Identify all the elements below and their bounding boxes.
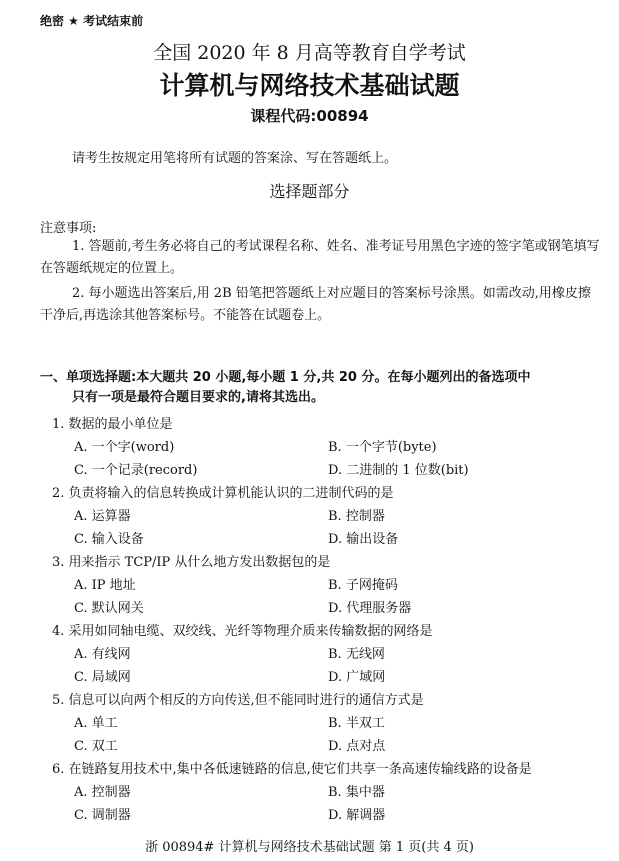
question-5-option-d: D. 点对点 [328,739,386,754]
question-4-option-d: D. 广域网 [328,670,386,685]
question-5-stem: 5. 信息可以向两个相反的方向传送,但不能同时进行的通信方式是 [52,693,424,708]
question-4-option-a: A. 有线网 [74,647,131,662]
part-one-heading-line-2: 只有一项是最符合题目要求的,请将其选出。 [72,390,324,405]
question-5-option-b: B. 半双工 [328,716,385,731]
page-title: 计算机与网络技术基础试题 [159,71,460,100]
question-6-option-d: D. 解调器 [328,808,386,823]
part-one-heading [40,368,600,408]
notice-item-2: 2. 每小题选出答案后,用 2B 铅笔把答题纸上对应题目的答案标号涂黑。如需改动,用橡皮擦干净后,再选涂其他答案标号。不能答在试题卷上。 [40,286,591,323]
question-4-stem: 4. 采用如同轴电缆、双绞线、光纤等物理介质来传输数据的网络是 [52,624,433,639]
answer-instruction: 请考生按规定用笔将所有试题的答案涂、写在答题纸上。 [72,151,398,166]
section-title: 选择题部分 [269,182,350,201]
page-footer: 浙 00894# 计算机与网络技术基础试题 第 1 页(共 4 页) [145,840,474,855]
notice-item-1: 1. 答题前,考生务必将自己的考试课程名称、姓名、准考证号用黑色字迹的签字笔或钢笔填写在答题纸规定的位置上。 [40,239,600,276]
question-3-option-d: D. 代理服务器 [328,601,412,616]
question-1-option-a: A. 一个字(word) [74,440,175,455]
question-2-option-c: C. 输入设备 [74,532,144,547]
question-6-option-b: B. 集中器 [328,785,385,800]
question-3-option-c: C. 默认网关 [74,601,144,616]
question-6-option-c: C. 调制器 [74,808,131,823]
question-6-stem: 6. 在链路复用技术中,集中各低速链路的信息,使它们共享一条高速传输线路的设备是 [52,762,532,777]
question-2-stem: 2. 负责将输入的信息转换成计算机能认识的二进制代码的是 [52,486,394,501]
question-1-option-b: B. 一个字节(byte) [328,440,437,455]
question-2-option-a: A. 运算器 [74,509,131,524]
question-4-option-b: B. 无线网 [328,647,385,662]
question-2-option-b: B. 控制器 [328,509,385,524]
part-one-heading-line-1: 一、单项选择题:本大题共 20 小题,每小题 1 分,共 20 分。在每小题列出的备选项中 [40,370,531,385]
question-6-option-a: A. 控制器 [74,785,131,800]
secret-label: 绝密 ★ 考试结束前 [40,14,144,28]
question-3-stem: 3. 用来指示 TCP/IP 从什么地方发出数据包的是 [52,555,331,570]
question-3-option-b: B. 子网掩码 [328,578,398,593]
question-1-option-d: D. 二进制的 1 位数(bit) [328,463,469,478]
question-1-stem: 1. 数据的最小单位是 [52,417,173,432]
question-1-option-c: C. 一个记录(record) [74,463,198,478]
question-3-option-a: A. IP 地址 [74,578,136,593]
notice-title: 注意事项: [40,221,97,236]
exam-session-line: 全国 2020 年 8 月高等教育自学考试 [153,42,466,64]
question-5-option-a: A. 单工 [74,716,118,731]
course-code: 课程代码:00894 [250,107,369,125]
question-2-option-d: D. 输出设备 [328,532,399,547]
question-5-option-c: C. 双工 [74,739,118,754]
question-4-option-c: C. 局域网 [74,670,131,685]
